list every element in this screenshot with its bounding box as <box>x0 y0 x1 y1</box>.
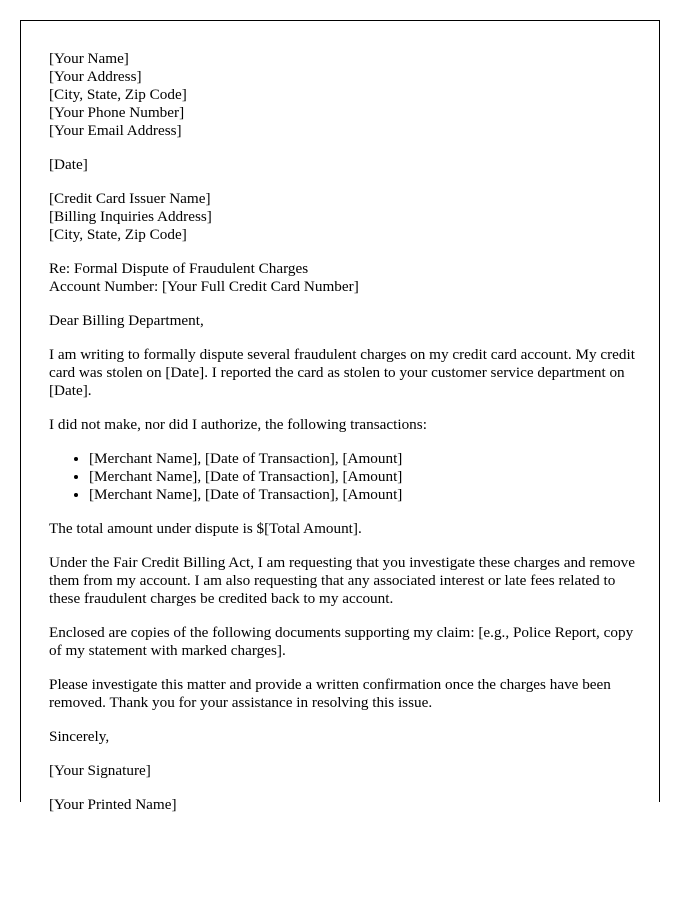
subject-account-line: Account Number: [Your Full Credit Card Number] <box>49 278 359 295</box>
letter-content <box>49 50 639 830</box>
closing: Sincerely, <box>49 728 110 745</box>
body-paragraph-5: Enclosed are copies of the following documents supporting my claim: [e.g., Police Report, copy of my statement with marked charges]. <box>49 624 634 659</box>
subject-re-line: Re: Formal Dispute of Fraudulent Charges <box>49 260 309 277</box>
transaction-item: • [Merchant Name], [Date of Transaction], [Amount] <box>89 468 639 486</box>
body-paragraph-2: I did not make, nor did I authorize, the following transactions: <box>49 416 427 433</box>
body-paragraph-6: Please investigate this matter and provide a written confirmation once the charges have been removed. Thank you for your assistance in resolving this issue. <box>49 676 611 711</box>
subject-block <box>49 260 639 296</box>
recipient-block <box>49 190 639 244</box>
recipient-name: [Credit Card Issuer Name] <box>49 190 211 207</box>
letter-page <box>20 20 660 813</box>
recipient-city-state-zip: [City, State, Zip Code] <box>49 226 187 243</box>
sender-address: [Your Address] <box>49 68 142 85</box>
printed-name: [Your Printed Name] <box>49 796 177 813</box>
signature: [Your Signature] <box>49 762 151 779</box>
recipient-address: [Billing Inquiries Address] <box>49 208 212 225</box>
transaction-item: • [Merchant Name], [Date of Transaction], [Amount] <box>89 450 639 468</box>
transaction-list <box>49 450 639 504</box>
sender-name: [Your Name] <box>49 50 129 67</box>
body-paragraph-1: I am writing to formally dispute several fraudulent charges on my credit card account. My credit card was stolen on [Date]. I reported the card as stolen to your customer service department on [Date]. <box>49 346 635 399</box>
sender-phone: [Your Phone Number] <box>49 104 185 121</box>
salutation: Dear Billing Department, <box>49 312 204 329</box>
body-paragraph-4: Under the Fair Credit Billing Act, I am requesting that you investigate these charges and remove them from my account. I am also requesting that any associated interest or late fees related to these fraudulent charges be credited back to my account. <box>49 554 635 607</box>
sender-email: [Your Email Address] <box>49 122 182 139</box>
body-paragraph-3: The total amount under dispute is $[Total Amount]. <box>49 520 362 537</box>
transaction-item: • [Merchant Name], [Date of Transaction], [Amount] <box>89 486 639 504</box>
sender-block <box>49 50 639 140</box>
letter-date: [Date] <box>49 156 88 173</box>
sender-city-state-zip: [City, State, Zip Code] <box>49 86 187 103</box>
